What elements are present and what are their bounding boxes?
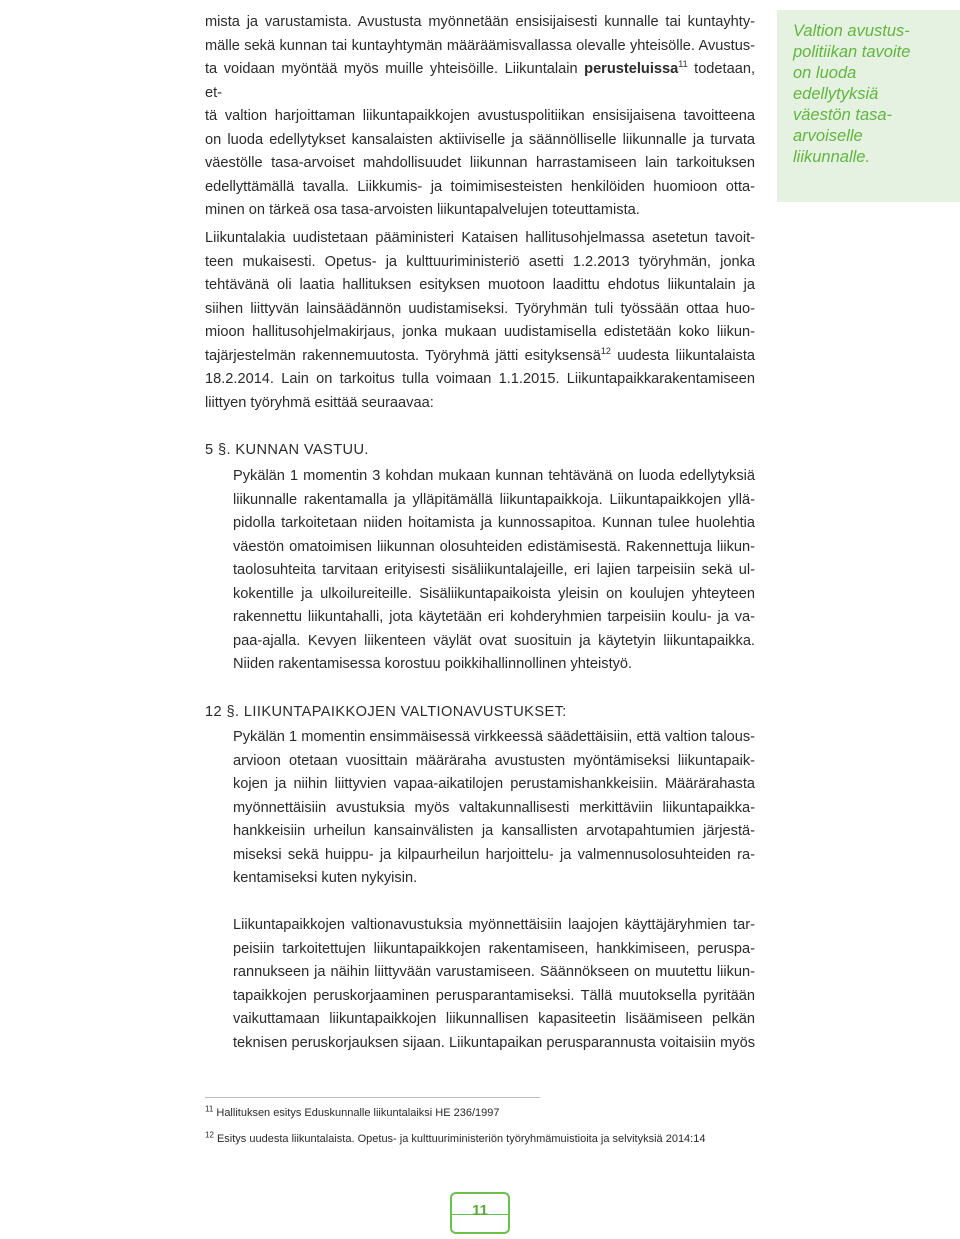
text-line: Niiden rakentamisessa korostuu poikkihallinnollinen yhteistyö. (233, 656, 633, 672)
text-line: kojen ja niihin liittyvien vapaa-aikatilojen perustamishankkeisiin. Määrärahasta (233, 776, 755, 792)
sidebar-pull-quote (777, 10, 960, 202)
text-line: liikunnalle rakentamalla ja ylläpitämällä liikuntapaikkoja. Liikuntapaikkojen yllä- (233, 491, 755, 508)
text-line: paa-ajalla. Kevyen liikenteen väylät ovat suosituin ja käytetyin liikuntapaikka. (233, 632, 755, 649)
text-line: edellyttämällä tavalla. Liikkumis- ja toimimisesteisten henkilöiden huomioon otta- (205, 178, 755, 195)
text-line: tajärjestelmän rakennemuutosta. Työryhmä jätti esityksensä$^{12}$ uudesta liikuntalaista (205, 345, 755, 364)
text-line: on luoda edellytykset kansalaisten aktiiviselle ja säännölliselle liikunnalle ja turvata (205, 131, 755, 148)
footnote-ref: 12 (600, 345, 611, 356)
text-line: hankkeisiin urheilun kansainvälisten ja kansallisten arvotapahtumien järjestä- (233, 823, 755, 839)
text-line: väestölle tasa-arvoiset mahdollisuudet liikunnan harrastamiseen lain tarkoituksen (205, 155, 755, 171)
text-line: kokentille ja ulkoilureiteille. Sisäliikuntapaikoista yleisin on koulujen yhteyteen (233, 585, 755, 602)
text-line: mioon hallitusohjelmakirjaus, jonka mukaan uudistamisella edistetään koko liikun- (205, 324, 755, 340)
text-line: vaikuttamaan liikuntapaikkojen liikunnallisen kapasiteetin lisäämiseen pelkän (233, 1011, 755, 1027)
footnote-divider (205, 1097, 540, 1098)
pull-quote-text: Valtion avustus- politiikan tavoite on luoda edellytyksiä väestön tasa- arvoiselle liikunnalle. (793, 22, 911, 166)
text-line: mista ja varustamista. Avustusta myönnetään ensisijaisesti kunnalle tai kuntayhty- (205, 14, 755, 30)
text-line: teen mukaisesti. Opetus- ja kulttuuriministeriö asetti 1.2.2013 työryhmän, jonka (205, 253, 755, 270)
footnote-number: 11 (205, 1104, 214, 1114)
text-line: taolosuhteita tarvitaan erityisesti sisäliikuntalajeille, eri lajien tarpeisiin sekä ul- (233, 562, 755, 578)
text-line: ta voidaan myöntää myös muille yhteisöille. Liikuntalain perusteluissa$^{11}$ todetaan, et- (205, 59, 756, 101)
text-line: mälle sekä kunnan tai kuntayhtymän määräämisvallassa olevalle yhteisölle. Avustus- (205, 37, 755, 54)
bold-term: perusteluissa (584, 61, 679, 77)
text-line: myönnettäisiin avustuksia myös valtakunnallisesti merkittäviin liikuntapaikka- (233, 799, 755, 816)
intro-paragraph (205, 11, 755, 223)
footnote: $^{11}$ Hallituksen esitys Eduskunnalle liikuntalaiksi HE 236/1997 (205, 1104, 500, 1119)
text-line: pidolla tarkoitetaan niiden hoitamista ja kunnossapitoa. Kunnan tulee huolehtia (233, 515, 755, 531)
text-line: rakennettu liikuntahalli, jota käytetään eri kohderyhmien tarpeisiin koulu- ja va- (233, 609, 755, 625)
footnote-number: 12 (205, 1130, 214, 1140)
text-line: Liikuntapaikkojen valtionavustuksia myönnettäisiin laajojen käyttäjäryhmien tar- (233, 917, 755, 933)
text-line: arvioon otetaan vuosittain määräraha avustusten myöntämiseksi liikuntapaik- (233, 752, 755, 769)
text-line: teknisen peruskorjauksen sijaan. Liikuntapaikan perusparannusta voitaisiin myös (233, 1034, 755, 1051)
text-line: miseksi sekä huippu- ja kilpaurheilun harjoittelu- ja valmennusolosuhteiden ra- (233, 846, 755, 863)
section-5-body (233, 465, 755, 677)
page-number-badge (450, 1192, 510, 1234)
section-heading-12: 12 §. LIIKUNTAPAIKKOJEN VALTIONAVUSTUKSET: (205, 704, 567, 720)
text-line: väestön omatoimisen liikunnan olosuhteiden edistämisestä. Rakennettuja liikun- (233, 538, 755, 555)
text-line: siihen liittyvän lainsäädännön uudistamiseksi. Työryhmän tuli työssään ottaa huo- (205, 300, 755, 317)
text-line: peisiin tarkoitettujen liikuntapaikkojen rakentamiseen, hankkimiseen, peruspa- (233, 940, 755, 957)
text-line: Pykälän 1 momentin 3 kohdan mukaan kunnan tehtävänä on luoda edellytyksiä (233, 468, 755, 484)
text-line: Pykälän 1 momentin ensimmäisessä virkkeessä säädettäisiin, että valtion talous- (233, 729, 755, 745)
footnote: $^{12}$ Esitys uudesta liikuntalaista. Opetus- ja kulttuuriministeriön työryhmämuistioita ja selvityksiä 2014:14 (205, 1130, 706, 1145)
text-line: tehtävänä oli laatia hallituksen esityksen muotoon laadittu ehdotus liikuntalain ja (205, 277, 755, 293)
page-number: 11 (472, 1202, 488, 1219)
text-line: rannukseen ja näihin liittyvään varustamiseen. Säännökseen on muutettu liikun- (233, 964, 755, 980)
text-line: tä valtion harjoittaman liikuntapaikkojen avustuspolitiikan ensisijaisena tavoitteena (205, 108, 755, 124)
section-12-body-cont (233, 914, 755, 1055)
footnote-ref: 11 (678, 59, 688, 70)
text-line: tapaikkojen peruskorjaaminen perusparantamiseksi. Tällä muutoksella pyritään (233, 987, 755, 1004)
text-line: 18.2.2014. Lain on tarkoitus tulla voimaan 1.1.2015. Liikuntapaikkarakentamiseen (205, 371, 755, 387)
section-heading-5: 5 §. KUNNAN VASTUU. (205, 442, 369, 458)
text-line: liittyen työryhmä esittää seuraavaa: (205, 394, 434, 411)
text-line: minen on tärkeä osa tasa-arvoisten liikuntapalvelujen toteuttamista. (205, 202, 640, 218)
text-line: Liikuntalakia uudistetaan pääministeri Kataisen hallitusohjelmassa asetetun tavoit- (205, 230, 755, 246)
section-12-body (233, 726, 755, 891)
text-line: kentamiseksi kuten nykyisin. (233, 870, 418, 886)
reform-paragraph (205, 227, 755, 415)
